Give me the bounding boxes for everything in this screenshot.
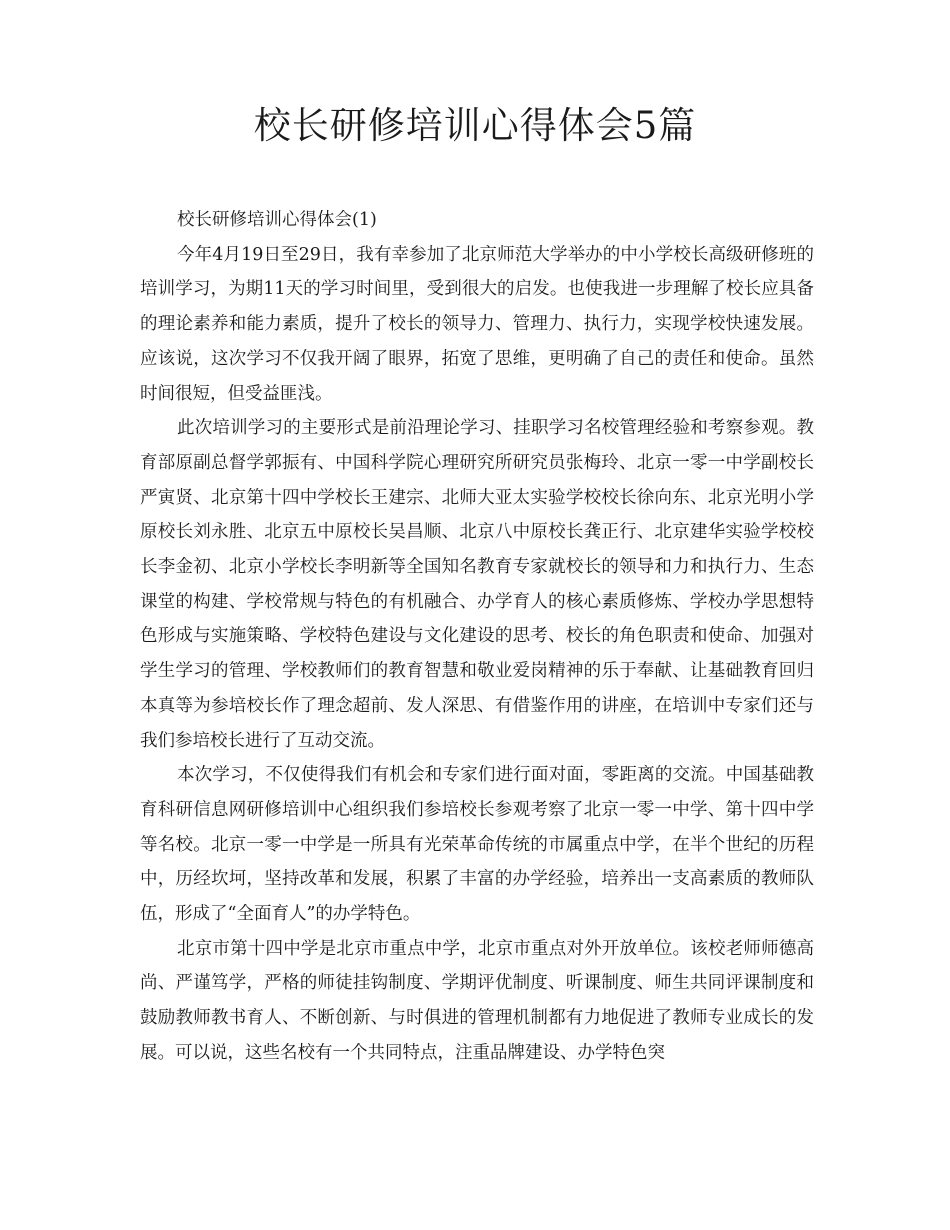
document-body: [140, 203, 814, 1071]
paragraph-1: 今年4月19日至29日，我有幸参加了北京师范大学举办的中小学校长高级研修班的培训学习，为期11天的学习时间里，受到很大的启发。也使我进一步理解了校长应具备的理论素养和能力素质，提升了校长的领导力、管理力、执行力，实现学校快速发展。应该说，这次学习不仅我开阔了眼界，拓宽了思维，更明确了自己的责任和使命。虽然时间很短，但受益匪浅。: [140, 244, 814, 404]
section-subtitle: 校长研修培训心得体会(1): [177, 210, 377, 230]
document-title: 校长研修培训心得体会5篇: [253, 104, 697, 147]
paragraph-2: 此次培训学习的主要形式是前沿理论学习、挂职学习名校管理经验和考察参观。教育部原副总督学郭振有、中国科学院心理研究所研究员张梅玲、北京一零一中学副校长严寅贤、北京第十四中学校长王建宗、北师大亚太实验学校校长徐向东、北京光明小学原校长刘永胜、北京五中原校长吴昌顺、北京八中原校长龚正行、北京建华实验学校校长李金初、北京小学校长李明新等全国知名教育专家就校长的领导和力和执行力、生态课堂的构建、学校常规与特色的有机融合、办学育人的核心素质修炼、学校办学思想特色形成与实施策略、学校特色建设与文化建设的思考、校长的角色职责和使命、加强对学生学习的管理、学校教师们的教育智慧和敬业爱岗精神的乐于奉献、让基础教育回归本真等为参培校长作了理念超前、发人深思、有借鉴作用的讲座，在培训中专家们还与我们参培校长进行了互动交流。: [140, 418, 814, 751]
paragraph-4: 北京市第十四中学是北京市重点中学，北京市重点对外开放单位。该校老师师德高尚、严谨笃学，严格的师徒挂钩制度、学期评优制度、听课制度、师生共同评课制度和鼓励教师教书育人、不断创新、与时俱进的管理机制都有力地促进了教师专业成长的发展。可以说，这些名校有一个共同特点，注重品牌建设、办学特色突: [140, 938, 814, 1063]
paragraph-3: 本次学习，不仅使得我们有机会和专家们进行面对面，零距离的交流。中国基础教育科研信息网研修培训中心组织我们参培校长参观考察了北京一零一中学、第十四中学等名校。北京一零一中学是一所具有光荣革命传统的市属重点中学，在半个世纪的历程中，历经坎坷，坚持改革和发展，积累了丰富的办学经验，培养出一支高素质的教师队伍，形成了“全面育人”的办学特色。: [140, 765, 814, 925]
